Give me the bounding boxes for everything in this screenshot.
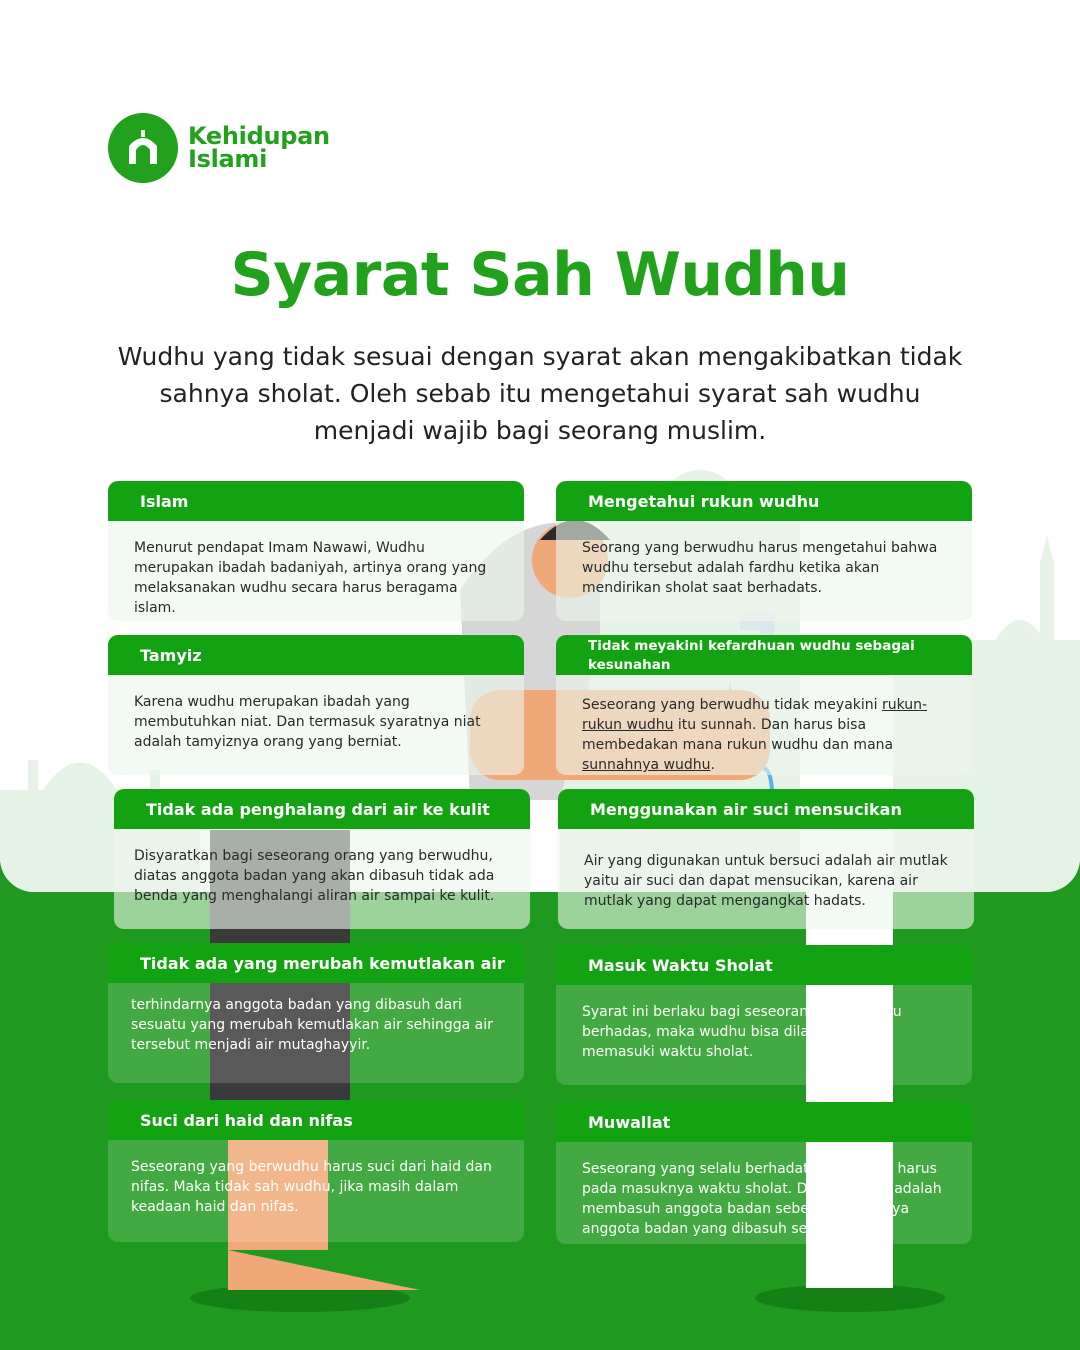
card-text: Menurut pendapat Imam Nawawi, Wudhu merupakan ibadah badaniyah, artinya orang yang melaksanakan wudhu secara harus beragama islam. xyxy=(108,521,524,621)
card-title: Tamyiz xyxy=(108,635,524,675)
card-text: Seseorang yang berwudhu harus suci dari haid dan nifas. Maka tidak sah wudhu, jika masih dalam keadaan haid dan nifas. xyxy=(108,1140,524,1242)
card-text: Seorang yang berwudhu harus mengetahui bahwa wudhu tersebut adalah fardhu ketika akan mendirikan sholat saat berhadats. xyxy=(556,521,972,621)
card-tamyiz xyxy=(108,635,524,775)
brand-name xyxy=(188,122,330,173)
card-haid xyxy=(108,1100,524,1242)
brand-logo xyxy=(108,113,330,183)
card-title: Suci dari haid dan nifas xyxy=(108,1100,524,1140)
intro-paragraph: Wudhu yang tidak sesuai dengan syarat akan mengakibatkan tidak sahnya sholat. Oleh sebab itu mengetahui syarat sah wudhu menjadi wajib bagi seorang muslim. xyxy=(117,342,963,445)
card-title: Muwallat xyxy=(556,1102,972,1142)
card-text: terhindarnya anggota badan yang dibasuh dari sesuatu yang merubah kemutlakan air sehingga air tersebut menjadi air mutaghayyir. xyxy=(108,983,524,1083)
card-text-part: itu sunnah. Dan harus bisa membedakan mana rukun wudhu dan mana xyxy=(582,717,894,753)
card-title: Mengetahui rukun wudhu xyxy=(556,481,972,521)
card-text: Syarat ini berlaku bagi seseorang yang selalu berhadas, maka wudhu bisa dilakukan saat memasuki waktu sholat. xyxy=(556,985,972,1085)
card-title: Masuk Waktu Sholat xyxy=(556,945,972,985)
card-waktu xyxy=(556,945,972,1085)
card-text-part: . xyxy=(710,757,715,773)
card-text: Seseorang yang selalu berhadats wudhunya harus pada masuknya waktu sholat. Dan muwalat adalah membasuh anggota badan sebelum keringnya anggota badan yang dibasuh sebelumnya. xyxy=(556,1142,972,1244)
card-title: Tidak meyakini kefardhuan wudhu sebagai kesunahan xyxy=(556,635,972,675)
card-title: Islam xyxy=(108,481,524,521)
card-text-part: Seseorang yang berwudhu tidak meyakini xyxy=(582,697,882,713)
rukun-wudhu-link[interactable]: rukun-rukun wudhu xyxy=(582,697,928,733)
card-rukun xyxy=(556,481,972,621)
card-kemutlakan xyxy=(108,943,524,1083)
card-air-suci xyxy=(558,789,974,929)
card-title: Menggunakan air suci mensucikan xyxy=(558,789,974,829)
brand-name-line2: Islami xyxy=(188,145,268,173)
mosque-dome-icon xyxy=(108,113,178,183)
card-title: Tidak ada yang merubah kemutlakan air xyxy=(108,943,524,983)
card-text: Disyaratkan bagi seseorang orang yang berwudhu, diatas anggota badan yang akan dibasuh tidak ada benda yang menghalangi aliran air sampai ke kulit. xyxy=(114,829,530,929)
sunnah-wudhu-link[interactable]: sunnahnya wudhu xyxy=(582,757,711,773)
card-fardhu xyxy=(556,635,972,775)
brand-name-line1: Kehidupan xyxy=(188,122,330,150)
card-muwallat xyxy=(556,1102,972,1244)
card-text: Karena wudhu merupakan ibadah yang membutuhkan niat. Dan termasuk syaratnya niat adalah tamyiznya orang yang berniat. xyxy=(108,675,524,775)
card-islam xyxy=(108,481,524,621)
page-title: Syarat Sah Wudhu xyxy=(230,240,850,310)
card-title: Tidak ada penghalang dari air ke kulit xyxy=(114,789,530,829)
card-penghalang xyxy=(114,789,530,929)
card-text xyxy=(556,675,972,775)
card-text: Air yang digunakan untuk bersuci adalah air mutlak yaitu air suci dan dapat mensucikan, karena air mutlak yang dapat mengangkat hadats. xyxy=(558,829,974,929)
